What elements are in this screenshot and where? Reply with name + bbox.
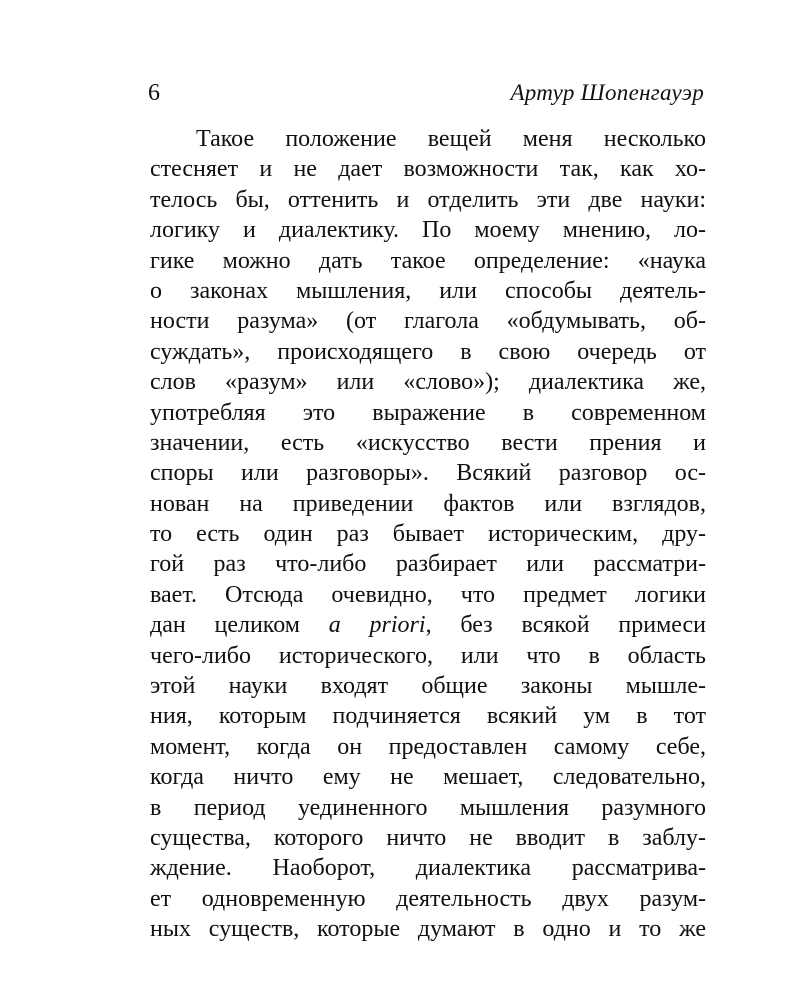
text-line: существа, которого ничто не вводит в заблу-	[150, 824, 706, 851]
text-line: ности разума» (от глагола «обдумывать, об-	[150, 308, 706, 335]
text-line: слов «разум» или «слово»); диалектика же,	[150, 369, 706, 396]
text-line: то есть один раз бывает историческим, дру-	[150, 521, 706, 548]
text-line: момент, когда он предоставлен самому себе,	[150, 733, 706, 760]
text-line: суждать», происходящего в свою очередь от	[150, 338, 706, 365]
text-line: чего-либо исторического, или что в область	[150, 642, 706, 669]
text-line: значении, есть «искусство вести прения и	[150, 429, 706, 456]
text-line: ет одновременную деятельность двух разум-	[150, 885, 706, 912]
line-text-before: дан целиком	[150, 612, 329, 639]
running-head	[148, 76, 704, 110]
text-line: Такое положение вещей меня несколько	[196, 126, 706, 152]
text-line: телось бы, оттенить и отделить эти две науки:	[150, 186, 706, 213]
page-number: 6	[148, 80, 160, 106]
text-line: нован на приведении фактов или взглядов,	[150, 490, 706, 517]
text-line: этой науки входят общие законы мышле-	[150, 673, 706, 700]
text-line: в период уединенного мышления разумного	[150, 794, 706, 821]
text-line-with-italic	[150, 610, 706, 640]
text-line: гой раз что-либо разбирает или рассматри-	[150, 551, 706, 578]
running-title: Артур Шопенгауэр	[510, 80, 704, 105]
body-paragraph	[150, 124, 706, 945]
text-line: ждение. Наоборот, диалектика рассматрива-	[150, 855, 706, 882]
line-text-after: , без всякой примеси	[425, 612, 706, 639]
text-line: споры или разговоры». Всякий разговор ос-	[150, 460, 706, 487]
text-line: о законах мышления, или способы деятель-	[150, 277, 706, 304]
text-line: когда ничто ему не мешает, следовательно,	[150, 764, 706, 791]
text-line: вает. Отсюда очевидно, что предмет логики	[150, 581, 706, 608]
italic-term: a priori	[328, 612, 426, 639]
text-line: логику и диалектику. По моему мнению, ло-	[150, 217, 706, 244]
text-line: употребляя это выражение в современном	[150, 399, 706, 426]
text-line: ния, которым подчиняется всякий ум в тот	[150, 703, 706, 730]
text-line: гике можно дать такое определение: «наука	[150, 247, 706, 274]
text-line: стесняет и не дает возможности так, как хо-	[150, 156, 706, 183]
text-line: ных существ, которые думают в одно и то же	[150, 916, 706, 943]
